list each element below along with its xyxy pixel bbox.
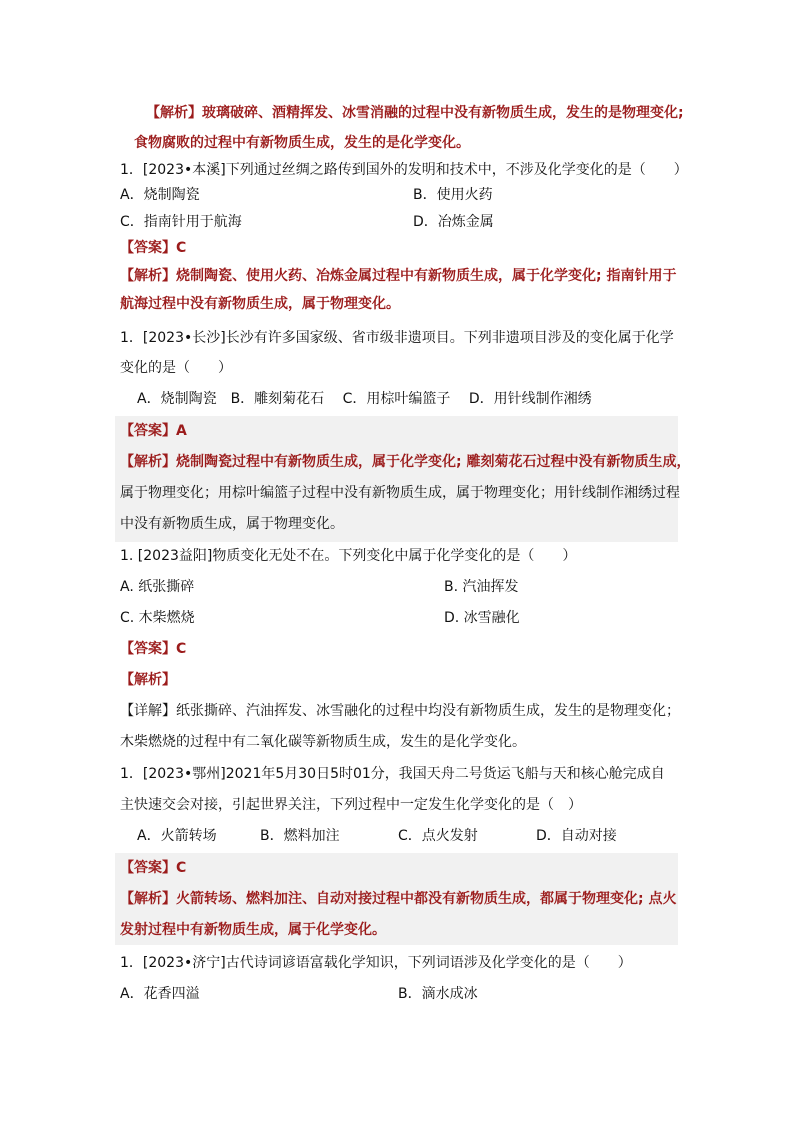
option-c: C．点火发射 <box>398 828 478 844</box>
options-row: A．烧制陶瓷 B．雕刻菊花石 C．用棕叶编篮子 D．用针线制作湘绣 <box>137 391 592 407</box>
option-c: C．指南针用于航海 <box>120 214 242 230</box>
question-stem: 1．[2023•济宁]古代诗词谚语富载化学知识，下列词语涉及化学变化的是（ ） <box>120 955 632 971</box>
option-a: A．烧制陶瓷 <box>120 187 200 203</box>
answer-line: 【答案】C <box>120 860 187 876</box>
option-a: A．花香四溢 <box>120 986 200 1002</box>
answer-line: 【答案】C <box>120 240 187 256</box>
question-stem: 1. [2023益阳]物质变化无处不在。下列变化中属于化学变化的是（ ） <box>120 548 577 564</box>
analysis-line: 【解析】玻璃破碎、酒精挥发、冰雪消融的过程中没有新物质生成，发生的是物理变化; <box>146 105 684 121</box>
analysis-line: 属于物理变化；用棕叶编篮子过程中没有新物质生成，属于物理变化；用针线制作湘绣过程 <box>120 485 680 501</box>
answer-line: 【答案】A <box>120 423 187 439</box>
analysis-line: 【解析】烧制陶瓷、使用火药、冶炼金属过程中有新物质生成，属于化学变化; 指南针用于 <box>120 268 677 284</box>
question-stem: 1．[2023•长沙]长沙有许多国家级、省市级非遗项目。下列非遗项目涉及的变化属于化学 <box>120 330 674 346</box>
question-stem: 变化的是（ ） <box>120 360 232 376</box>
analysis-line: 【解析】火箭转场、燃料加注、自动对接过程中都没有新物质生成，都属于物理变化; 点火 <box>120 891 677 907</box>
option-a: A. 纸张撕碎 <box>120 579 195 595</box>
option-d: D．冶炼金属 <box>413 214 494 230</box>
option-c: C. 木柴燃烧 <box>120 610 195 626</box>
option-b: B．滴水成冰 <box>398 986 478 1002</box>
answer-line: 【答案】C <box>120 641 187 657</box>
option-b: B．燃料加注 <box>260 828 340 844</box>
option-d: D. 冰雪融化 <box>444 610 520 626</box>
detail-line: 木柴燃烧的过程中有二氧化碳等新物质生成，发生的是化学变化。 <box>120 734 526 750</box>
analysis-line: 【解析】烧制陶瓷过程中有新物质生成，属于化学变化; 雕刻菊花石过程中没有新物质生成， <box>120 454 691 470</box>
question-stem: 1．[2023•鄂州]2021年5月30日5时01分，我国天舟二号货运飞船与天和核心舱完成自 <box>120 766 665 782</box>
analysis-line: 发射过程中有新物质生成，属于化学变化。 <box>120 922 386 938</box>
detail-line: 【详解】纸张撕碎、汽油挥发、冰雪融化的过程中均没有新物质生成，发生的是物理变化； <box>120 703 680 719</box>
option-a: A．火箭转场 <box>137 828 217 844</box>
option-b: B. 汽油挥发 <box>444 579 519 595</box>
analysis-line: 中没有新物质生成，属于物理变化。 <box>120 516 344 532</box>
analysis-line: 航海过程中没有新物质生成，属于物理变化。 <box>120 296 400 312</box>
analysis-line: 食物腐败的过程中有新物质生成，发生的是化学变化。 <box>134 135 470 151</box>
option-b: B．使用火药 <box>413 187 493 203</box>
question-stem: 1．[2023•本溪]下列通过丝绸之路传到国外的发明和技术中，不涉及化学变化的是（ ） <box>120 162 688 178</box>
analysis-label: 【解析】 <box>120 672 176 688</box>
option-d: D．自动对接 <box>536 828 617 844</box>
question-stem: 主快速交会对接，引起世界关注，下列过程中一定发生化学变化的是（ ） <box>120 797 582 813</box>
